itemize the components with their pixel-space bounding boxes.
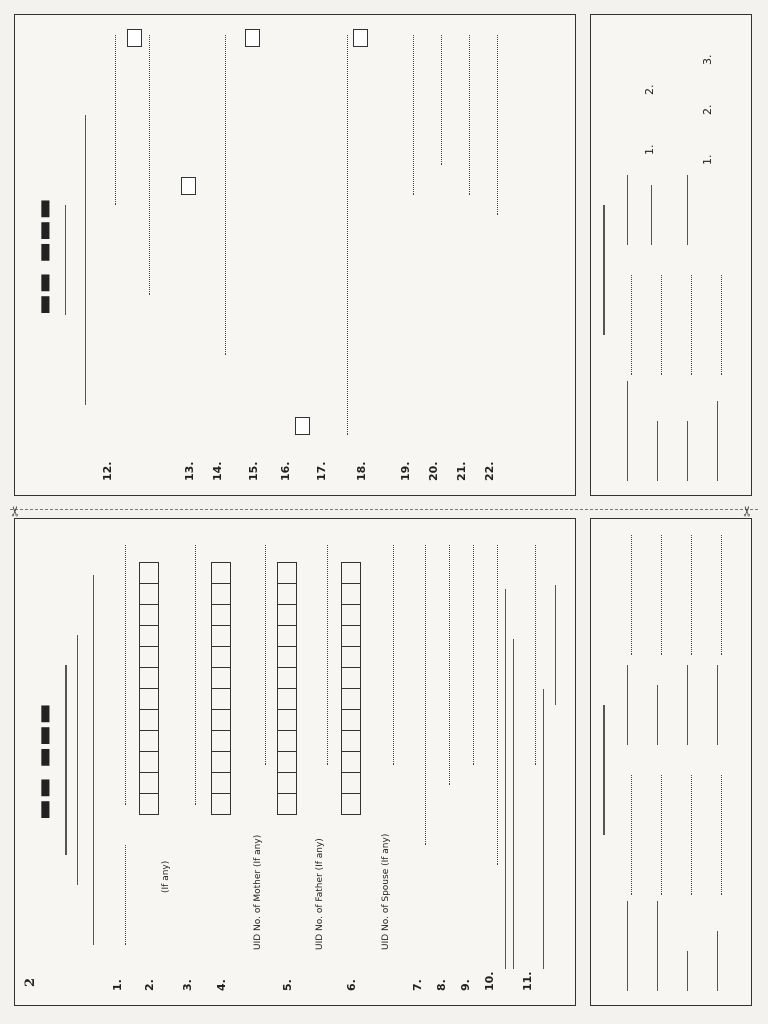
field-2-if-any: (If any) <box>161 860 171 893</box>
field-1-date-of-death: 1. <box>111 979 124 991</box>
field-20-entry[interactable] <box>441 35 442 165</box>
field-2-name-boxes[interactable] <box>139 563 159 815</box>
district-label-right <box>657 421 658 481</box>
field-3-entry[interactable] <box>195 545 196 805</box>
registrar-signature-entry[interactable] <box>721 535 722 655</box>
scissor-icon: ✂ <box>8 505 24 517</box>
uid-mother-label: UID No. of Mother (If any) <box>253 834 263 950</box>
uid-father-entry[interactable] <box>327 545 328 765</box>
sex-option-1[interactable]: 1. <box>643 144 656 155</box>
field-4-mother-boxes[interactable] <box>211 563 231 815</box>
form-subtitle-line-2 <box>77 635 78 885</box>
field-22-entry[interactable] <box>497 35 498 215</box>
field-15-medical-attention: 15. <box>247 461 260 481</box>
registration-number-entry[interactable] <box>631 775 632 895</box>
cut-line <box>10 509 758 510</box>
residence-option-3[interactable]: 3. <box>701 54 714 65</box>
mandal-label-right <box>687 421 688 481</box>
field-9: 9. <box>459 979 472 991</box>
registration-date-entry[interactable] <box>631 535 632 655</box>
field-1-line[interactable] <box>125 845 126 945</box>
form-subtitle-line <box>65 665 67 855</box>
registrar-heading-left <box>603 705 605 835</box>
section-heading-right <box>85 115 86 405</box>
village-entry[interactable] <box>661 775 662 895</box>
registration-unit-entry[interactable] <box>691 535 692 655</box>
field-17-cause: 17. <box>315 461 328 481</box>
field-8: 8. <box>435 979 448 991</box>
informant-signature-label <box>555 585 561 705</box>
field-9-entry[interactable] <box>473 545 474 765</box>
field-4-mother-name: 4. <box>215 979 228 991</box>
field-5-father-boxes[interactable] <box>277 563 297 815</box>
field-7: 7. <box>411 979 424 991</box>
district-entry[interactable] <box>691 775 692 895</box>
uid-spouse-label: UID No. of Spouse (If any) <box>381 833 391 950</box>
registrar-name-label <box>627 381 628 481</box>
registrar-box-right <box>590 14 752 496</box>
field-10-note-2 <box>513 639 519 969</box>
legal-record-panel <box>14 518 576 1006</box>
village-label <box>657 901 658 991</box>
field-6-spouse-name: 6. <box>345 979 358 991</box>
form-subtitle-right <box>65 205 66 315</box>
uid-father-label: UID No. of Father (If any) <box>315 838 325 950</box>
field-14-entry[interactable] <box>225 35 226 355</box>
district-label <box>687 951 688 991</box>
mandal-entry-right[interactable] <box>691 275 692 375</box>
sex-label-right <box>651 185 652 245</box>
death-date-label-right <box>627 175 628 245</box>
field-12-residence: 12. <box>101 461 114 481</box>
field-10-place-of-death: 10. <box>483 971 496 991</box>
field-12-entry[interactable] <box>115 35 116 205</box>
field-12-entry-2[interactable] <box>149 35 150 295</box>
field-20-tobacco: 20. <box>427 461 440 481</box>
residence-option-2[interactable]: 2. <box>701 104 714 115</box>
field-7-entry[interactable] <box>425 545 426 845</box>
registrar-name-entry[interactable] <box>631 275 632 375</box>
sex-option-2[interactable]: 2. <box>643 84 656 95</box>
field-14-occupation: 14. <box>211 461 224 481</box>
field-13-religion: 13. <box>183 461 196 481</box>
remarks-label <box>717 931 718 991</box>
scissor-icon-bottom: ✂ <box>740 505 756 517</box>
district-entry-right[interactable] <box>661 275 662 375</box>
mandal-label <box>657 685 658 745</box>
field-11-informant: 11. <box>521 971 534 991</box>
field-6-spouse-boxes[interactable] <box>341 563 361 815</box>
form-number: 2 <box>23 977 38 987</box>
field-18-pregnancy: 18. <box>355 461 368 481</box>
form-title: ▬▬ ▬▬▬ <box>31 702 57 820</box>
registration-unit-label <box>687 665 688 745</box>
field-10-entry[interactable] <box>497 545 498 865</box>
field-3-sex: 3. <box>181 979 194 991</box>
serial-label-right <box>717 401 718 481</box>
field-11-note <box>543 689 549 969</box>
registrar-heading-right <box>603 205 605 335</box>
section-heading-line <box>93 575 94 945</box>
field-19-entry[interactable] <box>413 35 414 195</box>
field-10-note <box>505 589 511 969</box>
field-11-entry[interactable] <box>535 545 536 765</box>
registration-date-label <box>627 665 628 745</box>
field-22-alcohol: 22. <box>483 461 496 481</box>
field-15-checkbox[interactable] <box>245 29 260 47</box>
field-18-checkbox[interactable] <box>353 29 368 47</box>
uid-spouse-entry[interactable] <box>393 545 394 765</box>
field-21-paan: 21. <box>455 461 468 481</box>
field-1-entry[interactable] <box>125 545 126 805</box>
registrar-signature-label <box>717 665 718 745</box>
field-16-medically-certified: 16. <box>279 461 292 481</box>
field-2-name: 2. <box>143 979 156 991</box>
residence-label-right <box>687 175 688 245</box>
field-12-checkbox[interactable] <box>127 29 142 47</box>
uid-mother-entry[interactable] <box>265 545 266 765</box>
statistical-record-panel <box>14 14 576 496</box>
field-16-checkbox[interactable] <box>295 417 310 435</box>
field-17-entry[interactable] <box>347 35 348 435</box>
field-13-checkbox[interactable] <box>181 177 196 195</box>
field-8-entry[interactable] <box>449 545 450 785</box>
residence-option-1[interactable]: 1. <box>701 154 714 165</box>
mandal-entry[interactable] <box>661 535 662 655</box>
form-title-right: ▬▬ ▬▬▬ <box>31 197 57 315</box>
field-21-entry[interactable] <box>469 35 470 195</box>
field-19-smoking: 19. <box>399 461 412 481</box>
remarks-entry[interactable] <box>721 775 722 895</box>
serial-entry-right[interactable] <box>721 275 722 375</box>
registration-number-label <box>627 901 628 991</box>
field-5-father-name: 5. <box>281 979 294 991</box>
registrar-box-left <box>590 518 752 1006</box>
